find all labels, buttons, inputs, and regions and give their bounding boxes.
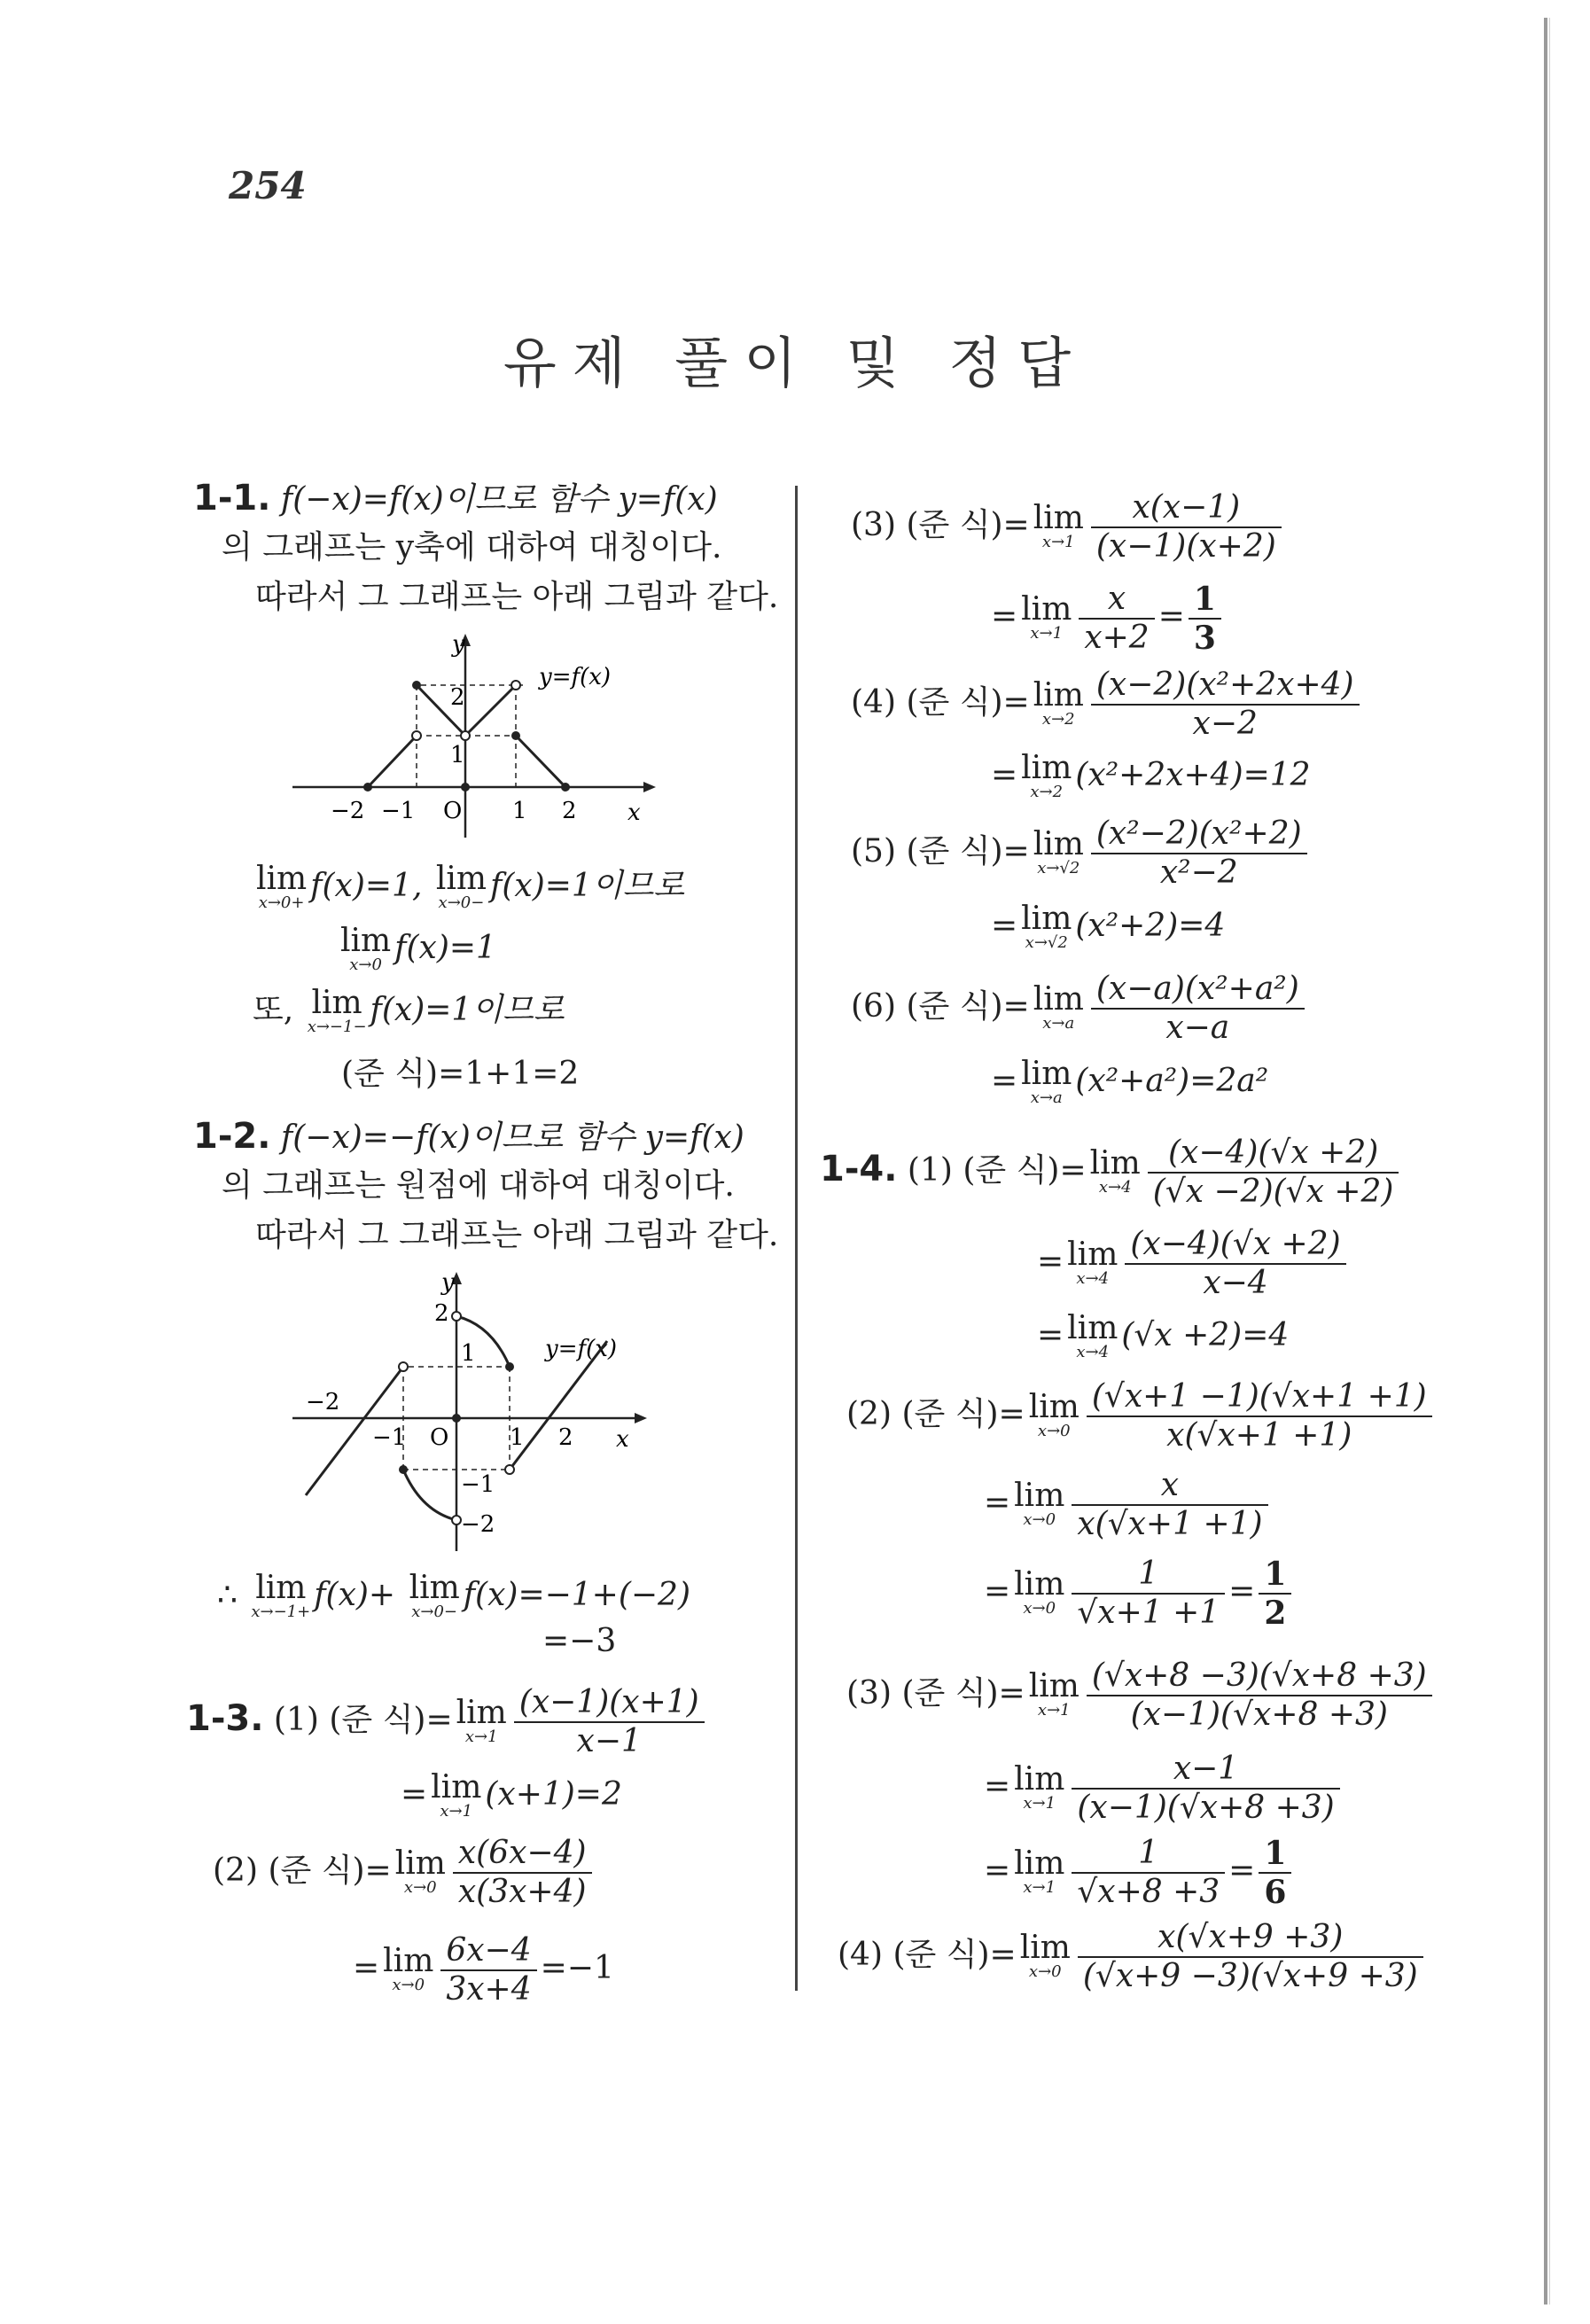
text: f(x)+	[314, 1577, 396, 1613]
step-line: = lim x→√2 (x²+2)=4	[991, 901, 1226, 952]
text: 또,	[253, 992, 294, 1028]
tick-x-neg1: −1	[381, 798, 416, 824]
limit-operator: lim x→0+	[256, 861, 308, 912]
limit-operator: lim x→−1+	[251, 1570, 311, 1621]
fraction: $\frac{\text{(x−2)(x²+2x+4)}}{x-2}$	[1091, 667, 1360, 743]
fraction: $\frac{x}{x+2}$	[1079, 581, 1154, 657]
limit-operator: lim x→2	[1033, 677, 1084, 729]
fraction: $\frac{x-1}{(x-1)(√x+8 +3)}$	[1072, 1751, 1339, 1827]
fraction: $\frac{(x-4)(√x +2)}{(√x -2)(√x +2)}$	[1148, 1135, 1399, 1211]
text: (1) (준 식)=	[273, 1702, 453, 1738]
text: f(x)=1이므로	[490, 868, 685, 904]
text: f(x)=1,	[310, 868, 423, 904]
fraction: $\frac{x(√x+9 +3)}{(√x+9 -3)(√x+9 +3)}$	[1078, 1919, 1423, 1995]
limit-operator: lim x→4	[1067, 1310, 1118, 1361]
limit-operator: lim x→1	[1028, 1668, 1079, 1720]
problem-1-4-part2	[846, 1378, 1436, 1454]
step-line: = lim x→4 $\frac{(x-4)(√x +2)}{x-4}$	[1037, 1226, 1350, 1302]
text: f(x)=1	[394, 930, 496, 966]
graph-1-2	[292, 1263, 665, 1556]
limit-operator: lim x→0	[1014, 1478, 1065, 1529]
text: (x²+2x+4)=12	[1075, 757, 1311, 793]
problem-1-4-part1	[820, 1135, 1402, 1211]
limit-operator: lim x→1	[1014, 1761, 1065, 1813]
y-axis-label: y	[452, 631, 465, 658]
limit-operator: lim x→0	[1014, 1566, 1065, 1618]
page-title: 유제 풀이 및 정답	[503, 331, 1087, 395]
text: =−1	[540, 1950, 614, 1986]
limit-operator: lim x→1	[456, 1695, 507, 1746]
problem-label: 1-2.	[193, 1116, 271, 1157]
step-line: = lim x→a (x²+a²)=2a²	[991, 1056, 1269, 1107]
step-line: = lim x→1 $\frac{x-1}{(x-1)(√x+8 +3)}$	[984, 1751, 1344, 1827]
problem-1-3-part5	[851, 815, 1311, 892]
tick-x-1: 1	[510, 1424, 525, 1451]
tick-x-neg2: −2	[331, 798, 365, 824]
problem-1-3-part6	[851, 971, 1308, 1047]
limit-line-4	[217, 1570, 691, 1621]
limit-operator: lim x→4	[1089, 1145, 1141, 1197]
text: (3) (준 식)=	[851, 507, 1030, 543]
fraction: $\frac{x(6x-4)}{x(3x+4)}$	[453, 1835, 592, 1911]
graph-1-1	[292, 625, 665, 842]
fraction: $\frac{(√x+8 -3)(√x+8 +3)}{(x-1)(√x+8 +3)}$	[1087, 1657, 1432, 1734]
tick-x-neg1: −1	[372, 1424, 407, 1451]
text: (2) (준 식)=	[213, 1852, 392, 1889]
origin-label: O	[430, 1424, 449, 1451]
problem-1-4-part3	[846, 1657, 1436, 1734]
therefore-symbol: ∴	[217, 1577, 238, 1613]
result-line: (준 식)=1+1=2	[341, 1056, 580, 1092]
fraction: $\frac{1}{√x+8 +3}$	[1072, 1835, 1225, 1911]
text: (4) (준 식)=	[851, 684, 1030, 721]
fraction: $\frac{\text{(x²−2)(x²+2)}}{\text{x²−2}}$	[1091, 815, 1307, 892]
limit-line-1	[253, 861, 685, 912]
limit-line-3	[253, 985, 565, 1036]
x-axis-label: x	[616, 1426, 629, 1453]
fraction: $\frac{1}{6}$	[1259, 1835, 1291, 1911]
text: f(x)=1이므로	[370, 992, 565, 1028]
column-divider	[795, 486, 798, 1991]
y-axis-label: y	[441, 1269, 455, 1296]
tick-x-1: 1	[512, 798, 527, 824]
limit-operator: lim x→0	[1028, 1389, 1079, 1440]
text: (x²+a²)=2a²	[1075, 1063, 1269, 1099]
text: f(−x)=−f(x)이므로 함수 y=f(x)	[280, 1119, 744, 1156]
page-number: 254	[229, 164, 307, 207]
limit-operator: lim x→1	[1021, 591, 1072, 643]
limit-operator: lim x→0	[383, 1943, 434, 1994]
tick-y-2: 2	[434, 1300, 449, 1327]
fraction: $\frac{x}{x(√x+1 +1)}$	[1072, 1467, 1267, 1543]
problem-1-1-line2: 의 그래프는 y축에 대하여 대칭이다.	[222, 529, 722, 565]
fraction: $\frac{6x-4}{3x+4}$	[440, 1932, 536, 2008]
problem-1-3-part3	[851, 489, 1285, 565]
problem-label: 1-3.	[186, 1698, 264, 1739]
tick-y-1: 1	[450, 742, 465, 768]
fraction: $\frac{x(x-1)}{(x-1)(x+2)}$	[1091, 489, 1282, 565]
limit-operator: lim x→√2	[1021, 901, 1072, 952]
fraction: $\frac{1}{3}$	[1189, 581, 1221, 657]
limit-operator: lim x→0−	[409, 1570, 460, 1621]
tick-x-2: 2	[558, 1424, 573, 1451]
text: (2) (준 식)=	[846, 1396, 1025, 1432]
tick-y-neg2: −2	[461, 1511, 495, 1538]
problem-1-1-line3: 따라서 그 그래프는 아래 그림과 같다.	[255, 579, 779, 615]
problem-1-2-line1	[193, 1117, 744, 1158]
tick-y-1: 1	[461, 1340, 476, 1367]
text: (6) (준 식)=	[851, 988, 1030, 1025]
limit-line-2	[337, 923, 496, 974]
text: f(x)=−1+(−2)	[463, 1577, 691, 1613]
fraction: $\frac{\text{(x−a)(x²+a²)}}{x-a}$	[1091, 971, 1305, 1047]
step-line: = lim x→1 (x+1)=2	[401, 1769, 622, 1821]
step-line: = lim x→4 (√x +2)=4	[1037, 1310, 1290, 1361]
text: f(−x)=f(x)이므로 함수 y=f(x)	[280, 481, 718, 518]
tick-x-neg2: −2	[306, 1389, 340, 1415]
text: (x²+2)=4	[1075, 908, 1226, 944]
tick-y-2: 2	[450, 684, 465, 711]
limit-operator: lim x→4	[1067, 1236, 1118, 1288]
result-line: =−3	[542, 1623, 617, 1659]
fraction: $\frac{(√x+1 -1)(√x+1 +1)}{x(√x+1 +1)}$	[1087, 1378, 1432, 1454]
problem-1-4-part4	[838, 1919, 1427, 1995]
limit-operator: lim x→1	[1033, 500, 1084, 551]
limit-operator: lim x→0−	[435, 861, 487, 912]
fraction: $\frac{(x-4)(√x +2)}{x-4}$	[1125, 1226, 1345, 1302]
text: (4) (준 식)=	[838, 1937, 1017, 1973]
x-axis-label: x	[627, 799, 641, 826]
text: (5) (준 식)=	[851, 833, 1030, 870]
step-line: = lim x→0 $\frac{1}{√x+1 +1}$ = $\frac{1}{2}$	[984, 1556, 1295, 1632]
tick-y-neg1: −1	[461, 1471, 495, 1498]
fraction: $\frac{1}{√x+1 +1}$	[1072, 1556, 1225, 1632]
limit-operator: lim x→−1−	[307, 985, 367, 1036]
problem-1-3-part1	[186, 1684, 708, 1760]
problem-label: 1-1.	[193, 478, 271, 519]
text: (√x +2)=4	[1121, 1317, 1290, 1353]
limit-operator: lim x→2	[1021, 750, 1072, 801]
step-line: = lim x→0 $\frac{x}{x(√x+1 +1)}$	[984, 1467, 1272, 1543]
problem-1-2-line2: 의 그래프는 원점에 대하여 대칭이다.	[222, 1167, 735, 1204]
limit-operator: lim x→√2	[1033, 826, 1084, 877]
text: (1) (준 식)=	[907, 1152, 1087, 1189]
problem-1-3-part4	[851, 667, 1363, 743]
limit-operator: lim x→0	[340, 923, 392, 974]
fraction: $\frac{1}{2}$	[1259, 1556, 1291, 1632]
problem-1-1-line1	[193, 479, 718, 519]
limit-operator: lim x→1	[1014, 1845, 1065, 1897]
step-line: = lim x→1 $\frac{x}{x+2}$ = $\frac{1}{3}$	[991, 581, 1225, 657]
limit-operator: lim x→a	[1021, 1056, 1072, 1107]
text: (x+1)=2	[485, 1776, 622, 1813]
limit-operator: lim x→0	[394, 1845, 446, 1897]
problem-label: 1-4.	[820, 1149, 898, 1189]
step-line: = lim x→0 $\frac{6x-4}{3x+4}$ =−1	[353, 1932, 614, 2008]
tick-x-2: 2	[562, 798, 577, 824]
curve-label: y=f(x)	[545, 1336, 618, 1362]
step-line: = lim x→1 $\frac{1}{√x+8 +3}$ = $\frac{1}{6}$	[984, 1835, 1295, 1911]
origin-label: O	[443, 798, 463, 824]
curve-label: y=f(x)	[539, 664, 612, 690]
step-line: = lim x→2 (x²+2x+4)=12	[991, 750, 1311, 801]
text: (3) (준 식)=	[846, 1675, 1025, 1712]
limit-operator: lim x→0	[1019, 1930, 1071, 1981]
limit-operator: lim x→1	[431, 1769, 482, 1821]
fraction: $\frac{(x-1)(x+1)}{x-1}$	[514, 1684, 705, 1760]
problem-1-3-part2	[213, 1835, 596, 1911]
problem-1-2-line3: 따라서 그 그래프는 아래 그림과 같다.	[255, 1217, 779, 1253]
limit-operator: lim x→a	[1033, 981, 1084, 1033]
